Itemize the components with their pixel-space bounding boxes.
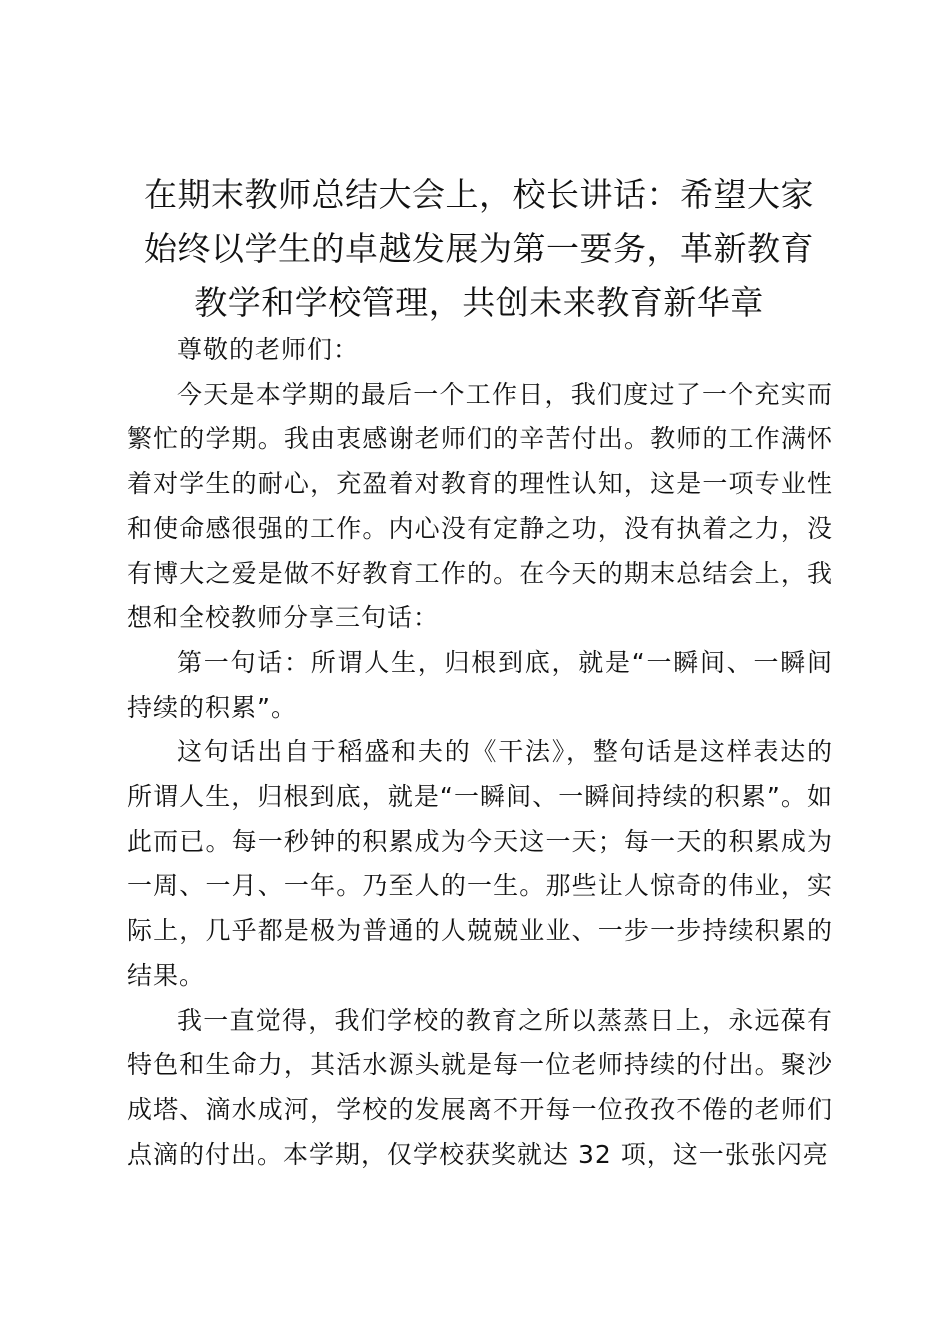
greeting: 尊敬的老师们： [177, 335, 360, 364]
paragraph-first-saying: 第一句话：所谓人生，归根到底，就是“一瞬间、一瞬间持续的积累”。 [127, 647, 833, 722]
paragraph-school-development: 我一直觉得，我们学校的教育之所以蒸蒸日上，永远葆有特色和生命力，其活水源头就是每一位老师持续的付出。聚沙成塔、滴水成河，学校的发展离不开每一位孜孜不倦的老师们点滴的付出。本学期，仅学校获奖就达 32 项，这一张张闪亮 [127, 1005, 833, 1169]
title-line-1: 在期末教师总结大会上，校长讲话：希望大家 [144, 175, 814, 214]
document-title [120, 168, 838, 330]
paragraph-opening: 今天是本学期的最后一个工作日，我们度过了一个充实而繁忙的学期。我由衷感谢老师们的辛苦付出。教师的工作满怀着对学生的耐心，充盈着对教育的理性认知，这是一项专业性和使命感很强的工作。内心没有定静之功，没有执着之力，没有博大之爱是做不好教育工作的。在今天的期末总结会上，我想和全校教师分享三句话： [127, 379, 833, 633]
document-body [127, 328, 833, 1177]
title-line-2: 始终以学生的卓越发展为第一要务，革新教育 [144, 229, 814, 268]
paragraph-source-explanation: 这句话出自于稻盛和夫的《干法》，整句话是这样表达的所谓人生，归根到底，就是“一瞬间、一瞬间持续的积累”。如此而已。每一秒钟的积累成为今天这一天；每一天的积累成为一周、一月、一年。乃至人的一生。那些让人惊奇的伟业，实际上，几乎都是极为普通的人兢兢业业、一步一步持续积累的结果。 [127, 737, 833, 990]
title-line-3: 教学和学校管理，共创未来教育新华章 [194, 283, 764, 322]
